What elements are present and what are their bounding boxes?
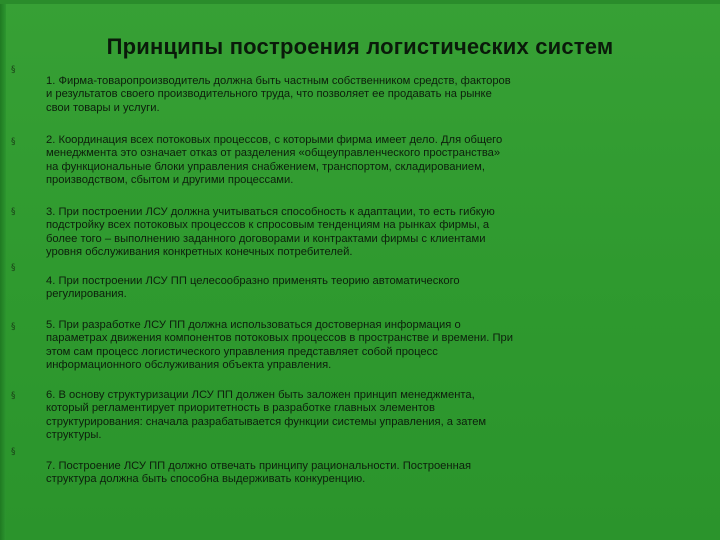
- principle-3: 3. При построении ЛСУ должна учитываться способность к адаптации, то есть гибкую подстройку всех потоковых процессов к спросовым тенденциям на рынках фирмы, а более того – выполнению заданного договорами и контрактами фирмы с клиентами уровня обслуживания конкретных конечных потребителей.: [46, 206, 495, 258]
- bullet-icon: §: [11, 391, 16, 401]
- principle-1: 1. Фирма-товаропроизводитель должна быть частным собственником средств, факторов и результатов своего производительного труда, что позволяет ее продавать на рынке свои товары и услуги.: [46, 75, 511, 114]
- principle-5: 5. При разработке ЛСУ ПП должна использоваться достоверная информация о параметрах движения компонентов потоковых процессов в пространстве и времени. При этом сам процесс логистического управления представляет собой процесс информационного обслуживания объекта управления.: [46, 319, 513, 371]
- principle-7: 7. Построение ЛСУ ПП должно отвечать принципу рациональности. Построенная структура должна быть способна выдерживать конкуренцию.: [46, 460, 472, 486]
- bullet-icon: §: [11, 322, 16, 332]
- principle-2: 2. Координация всех потоковых процессов, с которыми фирма имеет дело. Для общего менеджмента это означает отказ от разделения «общеуправленческого пространства» на функциональные блоки управления снабжением, транспортом, складированием, производством, сбытом и другими процессами.: [46, 134, 503, 186]
- bullet-icon: §: [11, 447, 16, 457]
- bullet-icon: §: [11, 137, 16, 147]
- slide-title: Принципы построения логистических систем: [106, 34, 614, 59]
- principle-6: 6. В основу структуризации ЛСУ ПП должен быть заложен принцип менеджмента, который регламентирует приоритетность в разработке главных элементов структурирования: сначала разрабатывается функции системы управления, а затем структуры.: [46, 389, 487, 441]
- bullet-icon: §: [11, 207, 16, 217]
- bullet-icon: §: [11, 263, 16, 273]
- principle-4: 4. При построении ЛСУ ПП целесообразно применять теорию автоматического регулирования.: [46, 275, 460, 301]
- bullet-icon: §: [11, 65, 16, 75]
